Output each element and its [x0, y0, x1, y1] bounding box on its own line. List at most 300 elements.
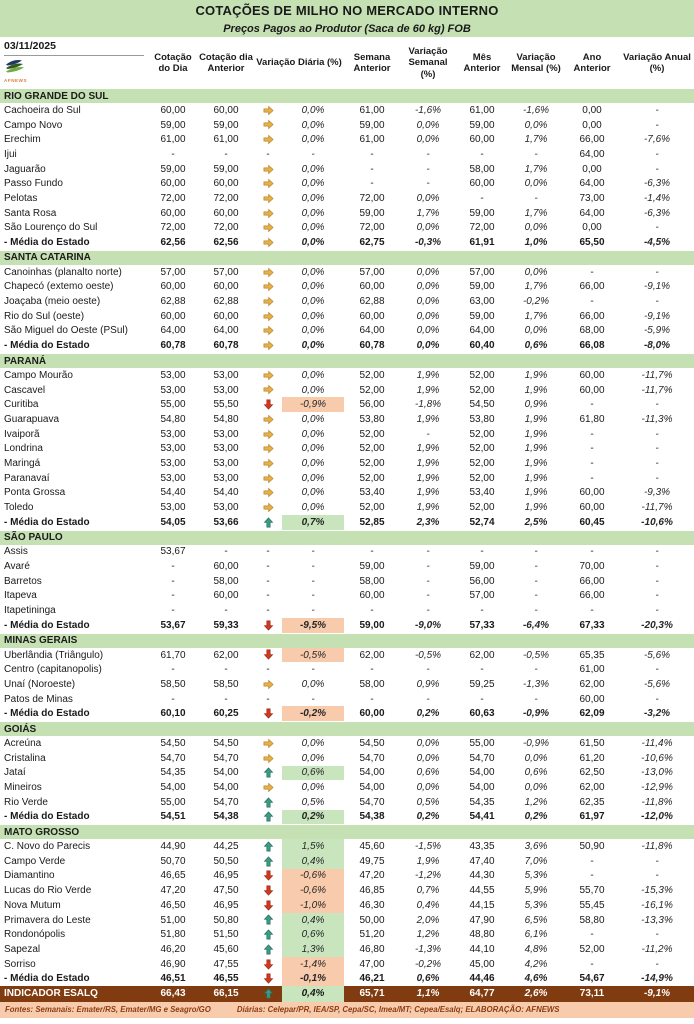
- cell-ano-anterior: 0,00: [582, 119, 602, 131]
- cell-cotacao-anterior: 46,55: [213, 973, 239, 985]
- cell-mes-anterior: -: [480, 605, 484, 617]
- cell-variacao-mensal: 7,0%: [524, 855, 548, 867]
- cell-variacao-diaria: 0,0%: [301, 237, 325, 249]
- cell-variacao-semanal: 1,1%: [400, 986, 456, 1002]
- section-header-label: GOIÁS: [0, 722, 694, 737]
- cell-cotacao-dia: 53,00: [160, 443, 186, 455]
- cell-ano-anterior: 54,67: [579, 973, 605, 985]
- cell-variacao-mensal: 1,7%: [524, 310, 548, 322]
- cell-cotacao-dia: 51,80: [160, 929, 186, 941]
- cell-variacao-anual: -6,3%: [643, 178, 671, 190]
- cell-ano-anterior: -: [590, 443, 594, 455]
- cell-cotacao-dia: 46,20: [160, 943, 186, 955]
- table-row: [0, 927, 694, 942]
- cell-mes-anterior: 57,00: [469, 590, 495, 602]
- cell-variacao-semanal: 1,9%: [416, 443, 440, 455]
- cell-variacao-semanal: 0,0%: [416, 222, 440, 234]
- cell-variacao-mensal: 0,0%: [524, 222, 548, 234]
- cell-variacao-semanal: -: [426, 148, 430, 160]
- column-header: Cotação do Dia: [154, 51, 192, 74]
- cell-location: Rio do Sul (oeste): [4, 310, 85, 322]
- cell-location: Ijui: [4, 148, 17, 160]
- cell-cotacao-anterior: 59,33: [213, 619, 239, 631]
- cell-variacao-diaria: 0,4%: [282, 854, 344, 869]
- cell-cotacao-anterior: 72,00: [213, 222, 239, 234]
- cell-variacao-semanal: 0,0%: [416, 266, 440, 278]
- cell-cotacao-dia: 54,51: [160, 811, 186, 823]
- cell-variacao-anual: -: [655, 929, 659, 941]
- cell-variacao-diaria: -0,1%: [282, 971, 344, 986]
- cell-semana-anterior: 49,75: [359, 855, 385, 867]
- cell-variacao-anual: -: [655, 163, 659, 175]
- cell-variacao-semanal: -: [426, 693, 430, 705]
- cell-variacao-mensal: 1,9%: [524, 384, 548, 396]
- cell-variacao-semanal: 0,2%: [416, 811, 440, 823]
- cell-cotacao-dia: -: [171, 605, 175, 617]
- cell-variacao-mensal: 1,7%: [524, 207, 548, 219]
- cell-variacao-anual: -: [655, 104, 659, 116]
- section-header: [0, 633, 694, 648]
- cell-semana-anterior: 59,00: [359, 119, 385, 131]
- cell-variacao-diaria: 0,0%: [301, 413, 325, 425]
- cell-location: - Média do Estado: [4, 708, 90, 720]
- cell-ano-anterior: 73,11: [564, 986, 620, 1002]
- cell-variacao-mensal: -: [534, 590, 538, 602]
- cell-ano-anterior: 55,70: [579, 885, 605, 897]
- cell-mes-anterior: 55,00: [469, 737, 495, 749]
- table-row: [0, 515, 694, 530]
- right-arrow-icon: [254, 412, 282, 427]
- cell-variacao-semanal: 0,0%: [416, 281, 440, 293]
- cell-variacao-anual: -5,9%: [643, 325, 671, 337]
- cell-ano-anterior: 60,45: [579, 516, 605, 528]
- cell-variacao-anual: -20,3%: [641, 619, 673, 631]
- right-arrow-icon: [254, 486, 282, 501]
- cell-cotacao-dia: 53,67: [160, 546, 186, 558]
- cell-ano-anterior: 64,00: [579, 148, 605, 160]
- cell-ano-anterior: 61,50: [579, 737, 605, 749]
- cell-variacao-diaria: 0,4%: [282, 986, 344, 1002]
- cell-trend-arrow: -: [266, 561, 270, 573]
- cell-variacao-semanal: 1,9%: [416, 472, 440, 484]
- table-row: [0, 810, 694, 825]
- table-row: [0, 559, 694, 574]
- cell-ano-anterior: -: [590, 428, 594, 440]
- cell-cotacao-dia: 54,00: [160, 782, 186, 794]
- cell-variacao-semanal: 0,4%: [416, 899, 440, 911]
- cell-variacao-semanal: 1,7%: [416, 207, 440, 219]
- table-row: [0, 795, 694, 810]
- cell-mes-anterior: 60,40: [469, 340, 495, 352]
- cell-semana-anterior: 54,70: [359, 752, 385, 764]
- down-arrow-icon: [254, 898, 282, 913]
- cell-variacao-diaria: -: [311, 590, 315, 602]
- cell-variacao-anual: -9,3%: [643, 487, 671, 499]
- cell-variacao-semanal: -: [426, 590, 430, 602]
- cell-location: - Média do Estado: [4, 516, 90, 528]
- cell-mes-anterior: 59,00: [469, 281, 495, 293]
- cell-location: - Média do Estado: [4, 619, 90, 631]
- cell-variacao-diaria: -: [311, 605, 315, 617]
- right-arrow-icon: [254, 162, 282, 177]
- table-row: [0, 913, 694, 928]
- up-arrow-icon: [254, 927, 282, 942]
- cell-semana-anterior: 52,00: [359, 472, 385, 484]
- cell-mes-anterior: 63,00: [469, 296, 495, 308]
- cell-ano-anterior: 61,20: [579, 752, 605, 764]
- cell-mes-anterior: 52,00: [469, 384, 495, 396]
- cell-variacao-semanal: 1,9%: [416, 487, 440, 499]
- cell-variacao-diaria: -1,0%: [282, 898, 344, 913]
- cell-variacao-semanal: -: [426, 664, 430, 676]
- cell-semana-anterior: -: [370, 148, 374, 160]
- table-row: [0, 486, 694, 501]
- cell-cotacao-dia: 61,00: [160, 134, 186, 146]
- cell-location: Lucas do Rio Verde: [4, 885, 92, 897]
- cell-semana-anterior: 54,00: [359, 767, 385, 779]
- cell-variacao-anual: -: [655, 546, 659, 558]
- cell-variacao-anual: -: [655, 148, 659, 160]
- cell-cotacao-dia: 58,50: [160, 678, 186, 690]
- cell-ano-anterior: -: [590, 546, 594, 558]
- cell-variacao-anual: -11,4%: [641, 737, 673, 749]
- cell-mes-anterior: 72,00: [469, 222, 495, 234]
- right-arrow-icon: [254, 324, 282, 339]
- section-header-label: MATO GROSSO: [0, 825, 694, 840]
- table-row: [0, 132, 694, 147]
- right-arrow-icon: [254, 103, 282, 118]
- cell-variacao-anual: -: [655, 870, 659, 882]
- cell-cotacao-dia: 72,00: [160, 222, 186, 234]
- cell-semana-anterior: 54,70: [359, 796, 385, 808]
- cell-variacao-diaria: 0,0%: [301, 457, 325, 469]
- cell-variacao-semanal: 0,0%: [416, 192, 440, 204]
- right-arrow-icon: [254, 191, 282, 206]
- cell-mes-anterior: 62,00: [469, 649, 495, 661]
- cell-variacao-mensal: 6,5%: [524, 914, 548, 926]
- cell-ano-anterior: 66,00: [579, 310, 605, 322]
- cell-ano-anterior: 66,08: [579, 340, 605, 352]
- cell-variacao-semanal: -: [426, 163, 430, 175]
- cell-variacao-mensal: 1,9%: [524, 369, 548, 381]
- cell-variacao-anual: -: [655, 399, 659, 411]
- table-row: [0, 338, 694, 353]
- cell-mes-anterior: 52,00: [469, 428, 495, 440]
- cell-variacao-diaria: 1,5%: [282, 839, 344, 854]
- cell-variacao-diaria: 0,0%: [301, 737, 325, 749]
- right-arrow-icon: [254, 235, 282, 250]
- cell-cotacao-dia: 44,90: [160, 841, 186, 853]
- cell-cotacao-dia: 54,70: [160, 752, 186, 764]
- esalq-indicator-row: [0, 986, 694, 1002]
- cell-cotacao-anterior: -: [224, 605, 228, 617]
- price-table: [0, 38, 694, 1002]
- cell-variacao-mensal: -: [534, 148, 538, 160]
- leaf-logo-icon: [4, 59, 26, 74]
- report-date: 03/11/2025: [4, 40, 144, 56]
- cell-cotacao-dia: 64,00: [160, 325, 186, 337]
- cell-ano-anterior: 52,00: [579, 943, 605, 955]
- table-row: [0, 618, 694, 633]
- section-header-label: MINAS GERAIS: [0, 633, 694, 648]
- cell-location: Curitiba: [4, 399, 39, 411]
- cell-variacao-semanal: -1,8%: [414, 399, 442, 411]
- cell-semana-anterior: 60,78: [359, 340, 385, 352]
- cell-ano-anterior: -: [590, 870, 594, 882]
- right-arrow-icon: [254, 338, 282, 353]
- cell-semana-anterior: -: [370, 605, 374, 617]
- cell-variacao-diaria: -0,9%: [282, 397, 344, 412]
- afnews-logo: [4, 59, 30, 85]
- cell-variacao-diaria: -0,6%: [282, 869, 344, 884]
- down-arrow-icon: [254, 971, 282, 986]
- cell-variacao-diaria: 0,0%: [301, 678, 325, 690]
- right-arrow-icon: [254, 368, 282, 383]
- cell-ano-anterior: -: [590, 472, 594, 484]
- cell-mes-anterior: 52,00: [469, 443, 495, 455]
- cell-cotacao-anterior: 46,95: [213, 899, 239, 911]
- cell-variacao-semanal: 0,6%: [416, 767, 440, 779]
- cell-location: Jaguarão: [4, 163, 46, 175]
- cell-location: Pelotas: [4, 192, 38, 204]
- cell-location: Avaré: [4, 561, 30, 573]
- cell-ano-anterior: -: [590, 266, 594, 278]
- cell-variacao-diaria: 0,0%: [301, 266, 325, 278]
- cell-location: Campo Verde: [4, 855, 66, 867]
- column-header: Variação Mensal (%): [511, 51, 561, 74]
- cell-cotacao-anterior: 54,38: [213, 811, 239, 823]
- cell-mes-anterior: 56,00: [469, 575, 495, 587]
- cell-variacao-semanal: 0,0%: [416, 737, 440, 749]
- cell-location: Passo Fundo: [4, 178, 63, 190]
- cell-variacao-mensal: 1,9%: [524, 457, 548, 469]
- up-arrow-icon: [254, 839, 282, 854]
- cell-mes-anterior: 54,41: [469, 811, 495, 823]
- cell-variacao-anual: -11,3%: [641, 413, 673, 425]
- cell-mes-anterior: 64,00: [469, 325, 495, 337]
- cell-ano-anterior: 62,50: [579, 767, 605, 779]
- cell-variacao-semanal: -: [426, 575, 430, 587]
- cell-cotacao-dia: -: [171, 664, 175, 676]
- table-row: [0, 280, 694, 295]
- cell-location: Londrina: [4, 443, 43, 455]
- cell-cotacao-dia: 54,40: [160, 487, 186, 499]
- table-row: [0, 324, 694, 339]
- cell-ano-anterior: 66,00: [579, 590, 605, 602]
- cell-trend-arrow: -: [266, 575, 270, 587]
- cell-cotacao-anterior: 54,00: [213, 767, 239, 779]
- cell-location: Cascavel: [4, 384, 46, 396]
- cell-semana-anterior: 57,00: [359, 266, 385, 278]
- table-row: [0, 221, 694, 236]
- cell-location: - Média do Estado: [4, 340, 90, 352]
- cell-variacao-semanal: 1,9%: [416, 369, 440, 381]
- cell-trend-arrow: -: [266, 546, 270, 558]
- cell-cotacao-anterior: 60,78: [213, 340, 239, 352]
- cell-cotacao-anterior: 57,00: [213, 266, 239, 278]
- right-arrow-icon: [254, 471, 282, 486]
- cell-cotacao-anterior: 53,00: [213, 443, 239, 455]
- cell-variacao-anual: -: [655, 958, 659, 970]
- cell-variacao-diaria: 0,0%: [301, 310, 325, 322]
- cell-location: Patos de Minas: [4, 693, 73, 705]
- cell-cotacao-dia: 53,00: [160, 472, 186, 484]
- cell-ano-anterior: -: [590, 296, 594, 308]
- cell-ano-anterior: 60,00: [579, 502, 605, 514]
- cell-variacao-semanal: -: [426, 546, 430, 558]
- cell-variacao-diaria: 0,2%: [282, 810, 344, 825]
- table-row: [0, 648, 694, 663]
- cell-variacao-semanal: -: [426, 428, 430, 440]
- cell-mes-anterior: 59,00: [469, 561, 495, 573]
- cell-cotacao-anterior: 58,00: [213, 575, 239, 587]
- cell-mes-anterior: 45,00: [469, 958, 495, 970]
- cell-cotacao-dia: 55,00: [160, 399, 186, 411]
- cell-cotacao-anterior: 47,55: [213, 958, 239, 970]
- cell-location: Sapezal: [4, 943, 41, 955]
- cell-mes-anterior: 52,00: [469, 502, 495, 514]
- cell-location: Sorriso: [4, 958, 36, 970]
- cell-cotacao-dia: 57,00: [160, 266, 186, 278]
- cell-cotacao-dia: 53,67: [160, 619, 186, 631]
- cell-variacao-diaria: 1,3%: [282, 942, 344, 957]
- cell-cotacao-anterior: 45,60: [213, 943, 239, 955]
- cell-ano-anterior: 66,00: [579, 575, 605, 587]
- cell-cotacao-anterior: 51,50: [213, 929, 239, 941]
- section-header: [0, 530, 694, 545]
- cell-variacao-mensal: 2,6%: [508, 986, 564, 1002]
- cell-variacao-mensal: 1,7%: [524, 281, 548, 293]
- cell-variacao-semanal: -1,3%: [414, 943, 442, 955]
- cell-semana-anterior: 58,00: [359, 575, 385, 587]
- cell-location: - Média do Estado: [4, 237, 90, 249]
- cell-variacao-mensal: 0,0%: [524, 266, 548, 278]
- report-subtitle: Preços Pagos ao Produtor (Saca de 60 kg) FOB: [0, 21, 694, 38]
- cell-ano-anterior: 60,00: [579, 384, 605, 396]
- cell-mes-anterior: 59,00: [469, 310, 495, 322]
- cell-ano-anterior: -: [590, 855, 594, 867]
- section-header-label: RIO GRANDE DO SUL: [0, 89, 694, 104]
- cell-semana-anterior: 72,00: [359, 192, 385, 204]
- cell-semana-anterior: 51,20: [359, 929, 385, 941]
- cell-cotacao-dia: 66,43: [148, 986, 198, 1002]
- table-row: [0, 368, 694, 383]
- cell-variacao-diaria: -9,5%: [282, 618, 344, 633]
- cell-cotacao-anterior: 54,50: [213, 737, 239, 749]
- cell-ano-anterior: 58,80: [579, 914, 605, 926]
- up-arrow-icon: [254, 766, 282, 781]
- cell-variacao-anual: -11,7%: [641, 369, 673, 381]
- section-header-label: SÃO PAULO: [0, 530, 694, 545]
- right-arrow-icon: [254, 780, 282, 795]
- table-row: [0, 692, 694, 707]
- cell-ano-anterior: -: [590, 958, 594, 970]
- table-row: [0, 147, 694, 162]
- cell-cotacao-anterior: 62,88: [213, 296, 239, 308]
- cell-variacao-anual: -: [655, 119, 659, 131]
- cell-cotacao-dia: 47,20: [160, 885, 186, 897]
- cell-cotacao-anterior: 53,00: [213, 472, 239, 484]
- cell-cotacao-anterior: 59,00: [213, 119, 239, 131]
- table-row: [0, 383, 694, 398]
- cell-mes-anterior: 60,00: [469, 178, 495, 190]
- cell-variacao-semanal: 1,2%: [416, 929, 440, 941]
- column-header: Variação Semanal (%): [408, 45, 448, 80]
- cell-semana-anterior: -: [370, 163, 374, 175]
- cell-variacao-anual: -12,9%: [641, 782, 673, 794]
- cell-mes-anterior: 52,74: [469, 516, 495, 528]
- cell-variacao-diaria: -: [311, 561, 315, 573]
- cell-variacao-mensal: 1,9%: [524, 443, 548, 455]
- cell-variacao-mensal: 1,2%: [524, 796, 548, 808]
- cell-mes-anterior: 44,55: [469, 885, 495, 897]
- table-row: [0, 471, 694, 486]
- cell-mes-anterior: 52,00: [469, 369, 495, 381]
- cell-cotacao-anterior: 60,00: [213, 281, 239, 293]
- cell-semana-anterior: 53,40: [359, 487, 385, 499]
- cell-semana-anterior: 60,00: [359, 590, 385, 602]
- cell-mes-anterior: -: [480, 693, 484, 705]
- cell-variacao-semanal: -0,2%: [414, 958, 442, 970]
- cell-location: Itapeva: [4, 590, 37, 602]
- cell-cotacao-anterior: 58,50: [213, 678, 239, 690]
- cell-variacao-semanal: -1,5%: [414, 841, 442, 853]
- right-arrow-icon: [254, 132, 282, 147]
- column-header: Semana Anterior: [353, 51, 391, 74]
- cell-variacao-diaria: 0,0%: [301, 134, 325, 146]
- cell-semana-anterior: 61,00: [359, 134, 385, 146]
- cell-variacao-anual: -16,1%: [641, 899, 673, 911]
- cell-variacao-anual: -11,7%: [641, 384, 673, 396]
- cell-mes-anterior: 57,33: [469, 619, 495, 631]
- cell-location: Campo Mourão: [4, 369, 73, 381]
- cell-semana-anterior: -: [370, 664, 374, 676]
- cell-ano-anterior: 70,00: [579, 561, 605, 573]
- cell-variacao-semanal: 0,0%: [416, 340, 440, 352]
- right-arrow-icon: [254, 427, 282, 442]
- cell-mes-anterior: 60,63: [469, 708, 495, 720]
- cell-variacao-anual: -12,0%: [641, 811, 673, 823]
- right-arrow-icon: [254, 176, 282, 191]
- table-row: [0, 603, 694, 618]
- cell-mes-anterior: 59,00: [469, 207, 495, 219]
- cell-cotacao-dia: 60,78: [160, 340, 186, 352]
- right-arrow-icon: [254, 280, 282, 295]
- cell-variacao-semanal: 1,9%: [416, 384, 440, 396]
- cell-variacao-semanal: 0,0%: [416, 752, 440, 764]
- cell-variacao-diaria: 0,0%: [301, 782, 325, 794]
- table-row: [0, 869, 694, 884]
- cell-variacao-mensal: 5,9%: [524, 885, 548, 897]
- cell-cotacao-dia: 50,70: [160, 855, 186, 867]
- cell-variacao-mensal: 2,5%: [524, 516, 548, 528]
- cell-variacao-semanal: 0,7%: [416, 885, 440, 897]
- cell-semana-anterior: 45,60: [359, 841, 385, 853]
- cell-ano-anterior: 0,00: [582, 222, 602, 234]
- column-header: Cotação dia Anterior: [199, 51, 253, 74]
- cell-cotacao-dia: 55,00: [160, 796, 186, 808]
- cell-mes-anterior: 54,00: [469, 782, 495, 794]
- cell-variacao-semanal: 0,6%: [416, 973, 440, 985]
- cell-variacao-diaria: 0,0%: [301, 178, 325, 190]
- cell-mes-anterior: 53,40: [469, 487, 495, 499]
- cell-variacao-diaria: 0,0%: [301, 207, 325, 219]
- cell-variacao-semanal: 2,3%: [416, 516, 440, 528]
- cell-cotacao-anterior: 44,25: [213, 841, 239, 853]
- cell-variacao-diaria: 0,0%: [301, 340, 325, 352]
- cell-variacao-semanal: 0,9%: [416, 678, 440, 690]
- cell-cotacao-dia: 53,00: [160, 502, 186, 514]
